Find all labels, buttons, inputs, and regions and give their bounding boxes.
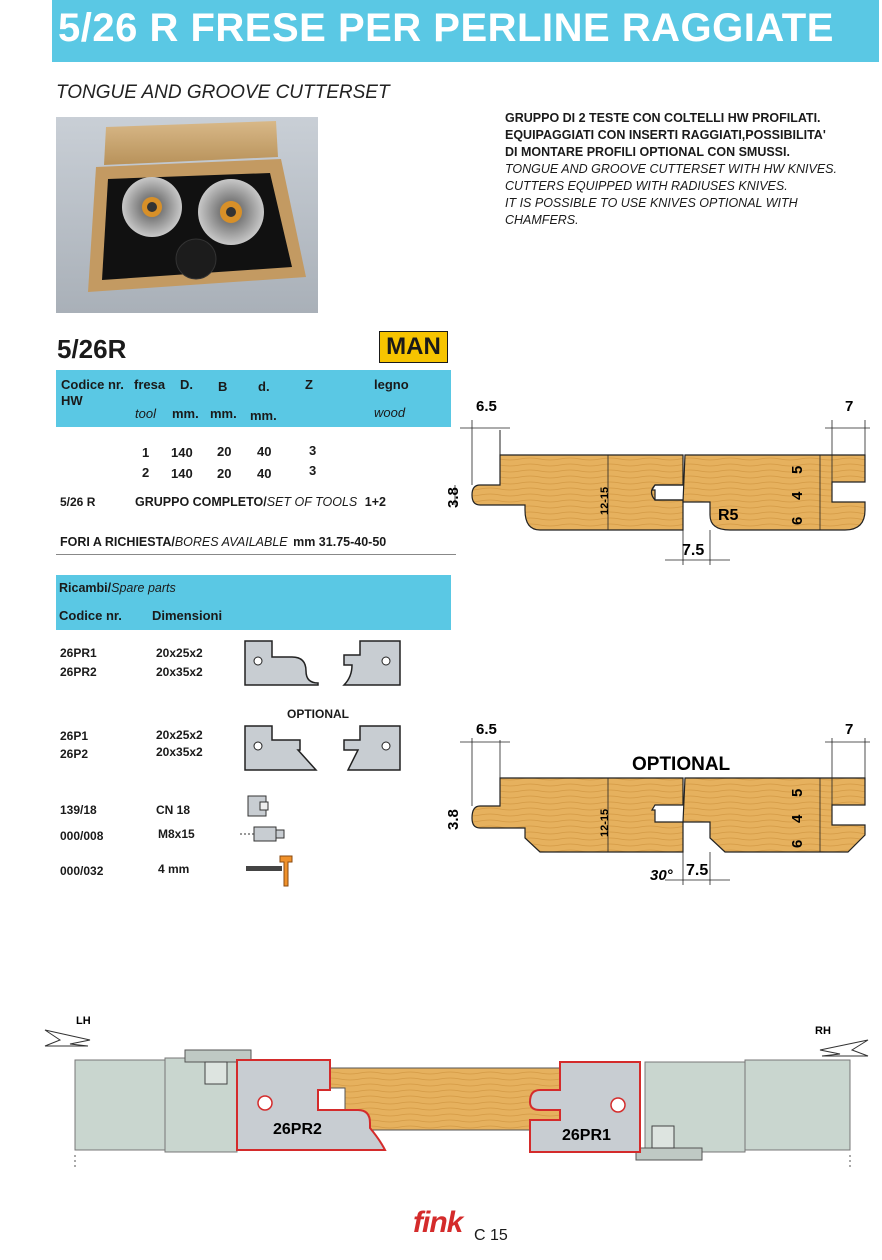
bores-line	[60, 535, 386, 549]
col-code: Codice nr.	[61, 377, 124, 392]
col-D: D.	[180, 377, 193, 392]
dim-right: 7	[845, 398, 854, 415]
spare-col-dim: Dimensioni	[152, 608, 223, 623]
spare-dim: 20x25x2	[156, 728, 203, 742]
desc-en-line: CHAMFERS.	[505, 213, 579, 227]
dim-left: 6.5	[476, 721, 497, 738]
right-knife-label: 26PR1	[562, 1127, 611, 1144]
set-label	[135, 495, 386, 509]
table-cell: 2	[142, 465, 150, 480]
spare-code: 26PR1	[60, 646, 97, 660]
spare-dim: CN 18	[156, 803, 191, 817]
dim-6: 6	[789, 839, 806, 848]
dim-bottom: 7.5	[686, 862, 709, 879]
optional-diagram-label: OPTIONAL	[632, 754, 731, 775]
dim-right: 7	[845, 721, 854, 738]
logo-text: fink	[413, 1206, 463, 1239]
profile-diagram-optional	[440, 710, 870, 890]
spare-header	[56, 575, 451, 630]
col-d: d.	[258, 379, 270, 394]
spare-code: 26PR2	[60, 665, 97, 679]
page-title: 5/26 R FRESE PER PERLINE RAGGIATE	[58, 6, 834, 50]
spare-title-en: Spare parts	[111, 581, 176, 595]
brand-logo	[413, 1206, 462, 1240]
set-code: 5/26 R	[60, 495, 96, 509]
bores-it: FORI A RICHIESTA/	[60, 535, 175, 549]
col-legno: legno	[374, 377, 409, 392]
col-mm: mm.	[210, 406, 237, 421]
subtitle: TONGUE AND GROOVE CUTTERSET	[56, 82, 390, 103]
table-cell: 3	[309, 463, 317, 478]
angle-label: 30°	[650, 867, 673, 884]
divider	[56, 554, 456, 555]
col-tool: tool	[135, 406, 156, 421]
set-value: 1+2	[364, 495, 386, 509]
knife-pr-drawing	[240, 637, 410, 689]
col-hw: HW	[61, 393, 83, 408]
dim-height: 3.8	[445, 809, 462, 830]
desc-it-line: EQUIPAGGIATI CON INSERTI RAGGIATI,POSSIBILITA'	[505, 128, 826, 142]
spare-code: 26P1	[60, 729, 89, 743]
dim-bottom: 7.5	[682, 542, 705, 559]
table-header	[56, 370, 451, 427]
description	[505, 110, 865, 229]
hex-key-icon	[246, 856, 292, 886]
dim-left: 6.5	[476, 398, 497, 415]
desc-en-line: IT IS POSSIBLE TO USE KNIVES OPTIONAL WITH	[505, 196, 798, 210]
dim-5: 5	[789, 465, 806, 474]
dim-thickness: 12-15	[599, 486, 611, 515]
lh-label: LH	[76, 1015, 91, 1027]
man-badge: MAN	[379, 331, 448, 363]
spare-dim: 20x35x2	[156, 745, 203, 759]
dim-height: 3.8	[445, 487, 462, 508]
lh-arrow-icon	[45, 1030, 90, 1046]
table-cell: 40	[257, 466, 272, 481]
col-fresa: fresa	[134, 377, 166, 392]
spare-dim: 20x25x2	[156, 646, 203, 660]
spare-title-it: Ricambi/	[59, 581, 112, 595]
col-Z: Z	[305, 377, 313, 392]
spare-dim: 4 mm	[158, 862, 190, 876]
knife-p-drawing	[240, 722, 410, 774]
spare-dim: 20x35x2	[156, 665, 203, 679]
assembly-drawing	[40, 1010, 875, 1180]
set-label-it: GRUPPO COMPLETO/	[135, 495, 267, 509]
col-mm: mm.	[250, 408, 277, 423]
optional-label: OPTIONAL	[287, 707, 349, 721]
product-photo	[56, 117, 318, 313]
table-cell: 20	[217, 466, 232, 481]
spare-code: 000/032	[60, 864, 104, 878]
dim-4: 4	[789, 491, 806, 500]
title-banner	[52, 0, 879, 62]
dim-6: 6	[789, 516, 806, 525]
table-cell: 1	[142, 445, 150, 460]
set-label-en: SET OF TOOLS	[266, 495, 358, 509]
desc-en-line: CUTTERS EQUIPPED WITH RADIUSES KNIVES.	[505, 179, 788, 193]
col-B: B	[218, 379, 228, 394]
screw-icon	[240, 827, 284, 841]
desc-it-line: GRUPPO DI 2 TESTE CON COLTELLI HW PROFILATI.	[505, 111, 821, 125]
table-cell: 140	[171, 445, 193, 460]
page-number: C 15	[474, 1227, 508, 1244]
table-cell: 40	[257, 444, 272, 459]
spare-col-code: Codice nr.	[59, 608, 122, 623]
table-cell: 3	[309, 443, 317, 458]
dim-4: 4	[789, 814, 806, 823]
radius-label: R5	[718, 507, 739, 524]
dim-thickness: 12-15	[599, 808, 611, 837]
rh-arrow-icon	[820, 1040, 868, 1056]
bores-en: BORES AVAILABLE	[174, 535, 288, 549]
small-parts-drawing	[240, 792, 300, 888]
table-cell: 140	[171, 466, 193, 481]
desc-en-line: TONGUE AND GROOVE CUTTERSET WITH HW KNIVES.	[505, 162, 837, 176]
spare-code: 26P2	[60, 747, 89, 761]
spare-dim: M8x15	[158, 827, 195, 841]
spare-title	[59, 581, 176, 595]
table-cell: 20	[217, 444, 232, 459]
desc-it-line: DI MONTARE PROFILI OPTIONAL CON SMUSSI.	[505, 145, 790, 159]
wedge-icon	[248, 796, 268, 816]
profile-diagram-radius	[440, 390, 870, 570]
spare-code: 000/008	[60, 829, 104, 843]
left-knife-label: 26PR2	[273, 1121, 322, 1138]
rh-label: RH	[815, 1025, 831, 1037]
dim-5: 5	[789, 788, 806, 797]
col-mm: mm.	[172, 406, 199, 421]
bores-value: mm 31.75-40-50	[293, 535, 387, 549]
product-code: 5/26R	[57, 334, 127, 364]
spare-code: 139/18	[60, 803, 97, 817]
col-wood: wood	[374, 405, 406, 420]
